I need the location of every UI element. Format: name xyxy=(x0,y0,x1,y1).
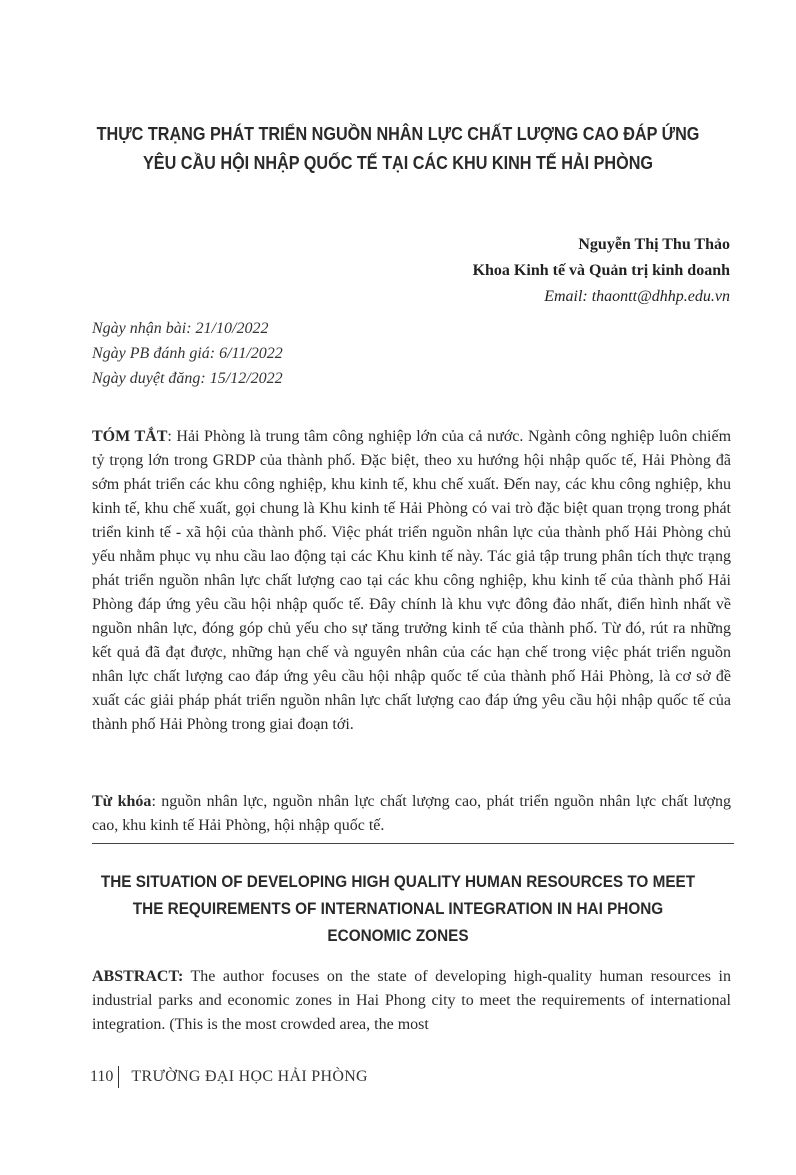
abstract-english xyxy=(92,965,731,1037)
abstract-vn-label: TÓM TẮT xyxy=(92,428,168,445)
abstract-vietnamese xyxy=(92,425,731,737)
keywords-label: Từ khóa xyxy=(92,793,152,810)
submission-dates xyxy=(92,316,283,391)
author-department: Khoa Kinh tế và Quản trị kinh doanh xyxy=(472,262,730,279)
date-reviewed: Ngày PB đánh giá: 6/11/2022 xyxy=(92,345,283,362)
section-divider xyxy=(92,843,734,844)
abstract-vn-text: : Hải Phòng là trung tâm công nghiệp lớn của cả nước. Ngành công nghiệp luôn chiếm tỷ trọng lớn trong GRDP của thành phố. Đặc biệt, theo xu hướng hội nhập quốc tế, Hải Phòng đã sớm phát triển các khu công nghiệp, khu kinh tế, khu chế xuất. Đến nay, các khu công nghiệp, khu kinh tế, khu chế xuất, gọi chung là Khu kinh tế Hải Phòng có vai trò đặc biệt quan trọng trong phát triển kinh tế - xã hội của thành phố. Việc phát triển nguồn nhân lực của thành phố Hải Phòng chủ yếu nhằm phục vụ nhu cầu lao động tại các Khu kinh tế này. Tác giả tập trung phân tích thực trạng phát triển nguồn nhân lực chất lượng cao tại các khu công nghiệp, khu kinh tế của thành phố Hải Phòng đáp ứng yêu cầu hội nhập quốc tế. Đây chính là khu vực đông đảo nhất, điển hình nhất về nguồn nhân lực, đóng góp chủ yếu cho sự tăng trưởng kinh tế của thành phố. Từ đó, rút ra những kết quả đã đạt được, những hạn chế và nguyên nhân của các hạn chế trong việc phát triển nguồn nhân lực chất lượng cao đáp ứng yêu cầu hội nhập quốc tế của thành phố Hải Phòng, là cơ sở đề xuất các giải pháp phát triển nguồn nhân lực chất lượng cao đáp ứng yêu cầu hội nhập quốc tế của thành phố Hải Phòng trong giai đoạn tới. xyxy=(92,428,732,733)
date-accepted: Ngày duyệt đăng: 15/12/2022 xyxy=(92,370,283,387)
keywords-text: : nguồn nhân lực, nguồn nhân lực chất lượng cao, phát triển nguồn nhân lực chất lượng cao, khu kinh tế Hải Phòng, hội nhập quốc tế. xyxy=(92,793,731,834)
abstract-en-text: The author focuses on the state of developing high-quality human resources in industrial parks and economic zones in Hai Phong city to meet the requirements of international integration. (This is the most crowded area, the most xyxy=(92,968,731,1033)
author-block xyxy=(473,232,730,310)
author-email: Email: thaontt@dhhp.edu.vn xyxy=(544,288,730,305)
abstract-en-label: ABSTRACT: xyxy=(92,968,184,985)
footer-separator xyxy=(118,1066,119,1088)
article-title-vietnamese: THỰC TRẠNG PHÁT TRIỂN NGUỒN NHÂN LỰC CHẤT LƯỢNG CAO ĐÁP ỨNG YÊU CẦU HỘI NHẬP QUỐC TẾ TẠI CÁC KHU KINH TẾ HẢI PHÒNG xyxy=(96,124,700,173)
author-name: Nguyễn Thị Thu Thảo xyxy=(578,236,730,253)
page-footer xyxy=(90,1066,368,1088)
page-number: 110 xyxy=(90,1068,114,1085)
article-title-english: THE SITUATION OF DEVELOPING HIGH QUALITY HUMAN RESOURCES TO MEET THE REQUIREMENTS OF INTERNATIONAL INTEGRATION IN HAI PHONG ECONOMIC ZONES xyxy=(100,872,696,945)
journal-name: TRƯỜNG ĐẠI HỌC HẢI PHÒNG xyxy=(131,1068,368,1085)
date-received: Ngày nhận bài: 21/10/2022 xyxy=(92,320,269,337)
keywords-vietnamese xyxy=(92,790,731,838)
